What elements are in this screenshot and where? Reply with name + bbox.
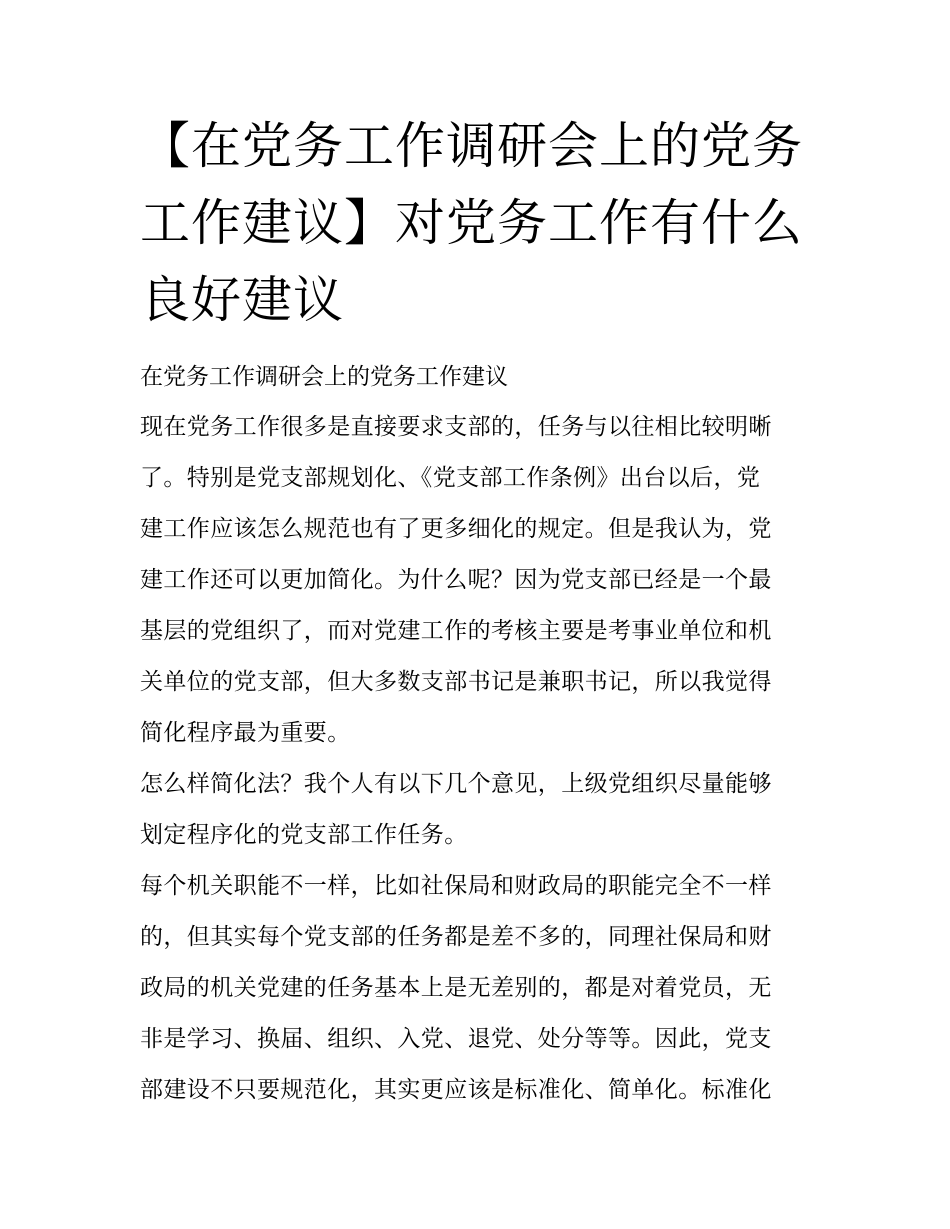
paragraph: 现在党务工作很多是直接要求支部的，任务与以往相比较明晰 了。特别是党支部规划化、《党支部工作条例》出台以后，党 建工作应该怎么规范也有了更多细化的规定。但是我认为，党 建工作还可以更加简化。为什么呢？因为党支部已经是一个最 基层的党组织了，而对党建工作的考核主要是考事业单位和机 关单位的党支部，但大多数支部书记是兼职书记，所以我觉得 简化程序最为重要。 (140, 414, 772, 746)
paragraph: 怎么样简化法？我个人有以下几个意见，上级党组织尽量能够 划定程序化的党支部工作任务。 (140, 771, 772, 848)
paragraph: 每个机关职能不一样，比如社保局和财政局的职能完全不一样 的，但其实每个党支部的任务都是差不多的，同理社保局和财 政局的机关党建的任务基本上是无差别的，都是对着党员，无 非是学习、换届、组织、入党、退党、处分等等。因此，党支 部建设不只要规范化，其实更应该是标准化、简单化。标准化 (140, 873, 772, 1103)
document-body (140, 352, 815, 1116)
document-title: 【在党务工作调研会上的党务 工作建议】对党务工作有什么 良好建议 (140, 117, 803, 329)
document-subtitle: 在党务工作调研会上的党务工作建议 (140, 364, 508, 390)
